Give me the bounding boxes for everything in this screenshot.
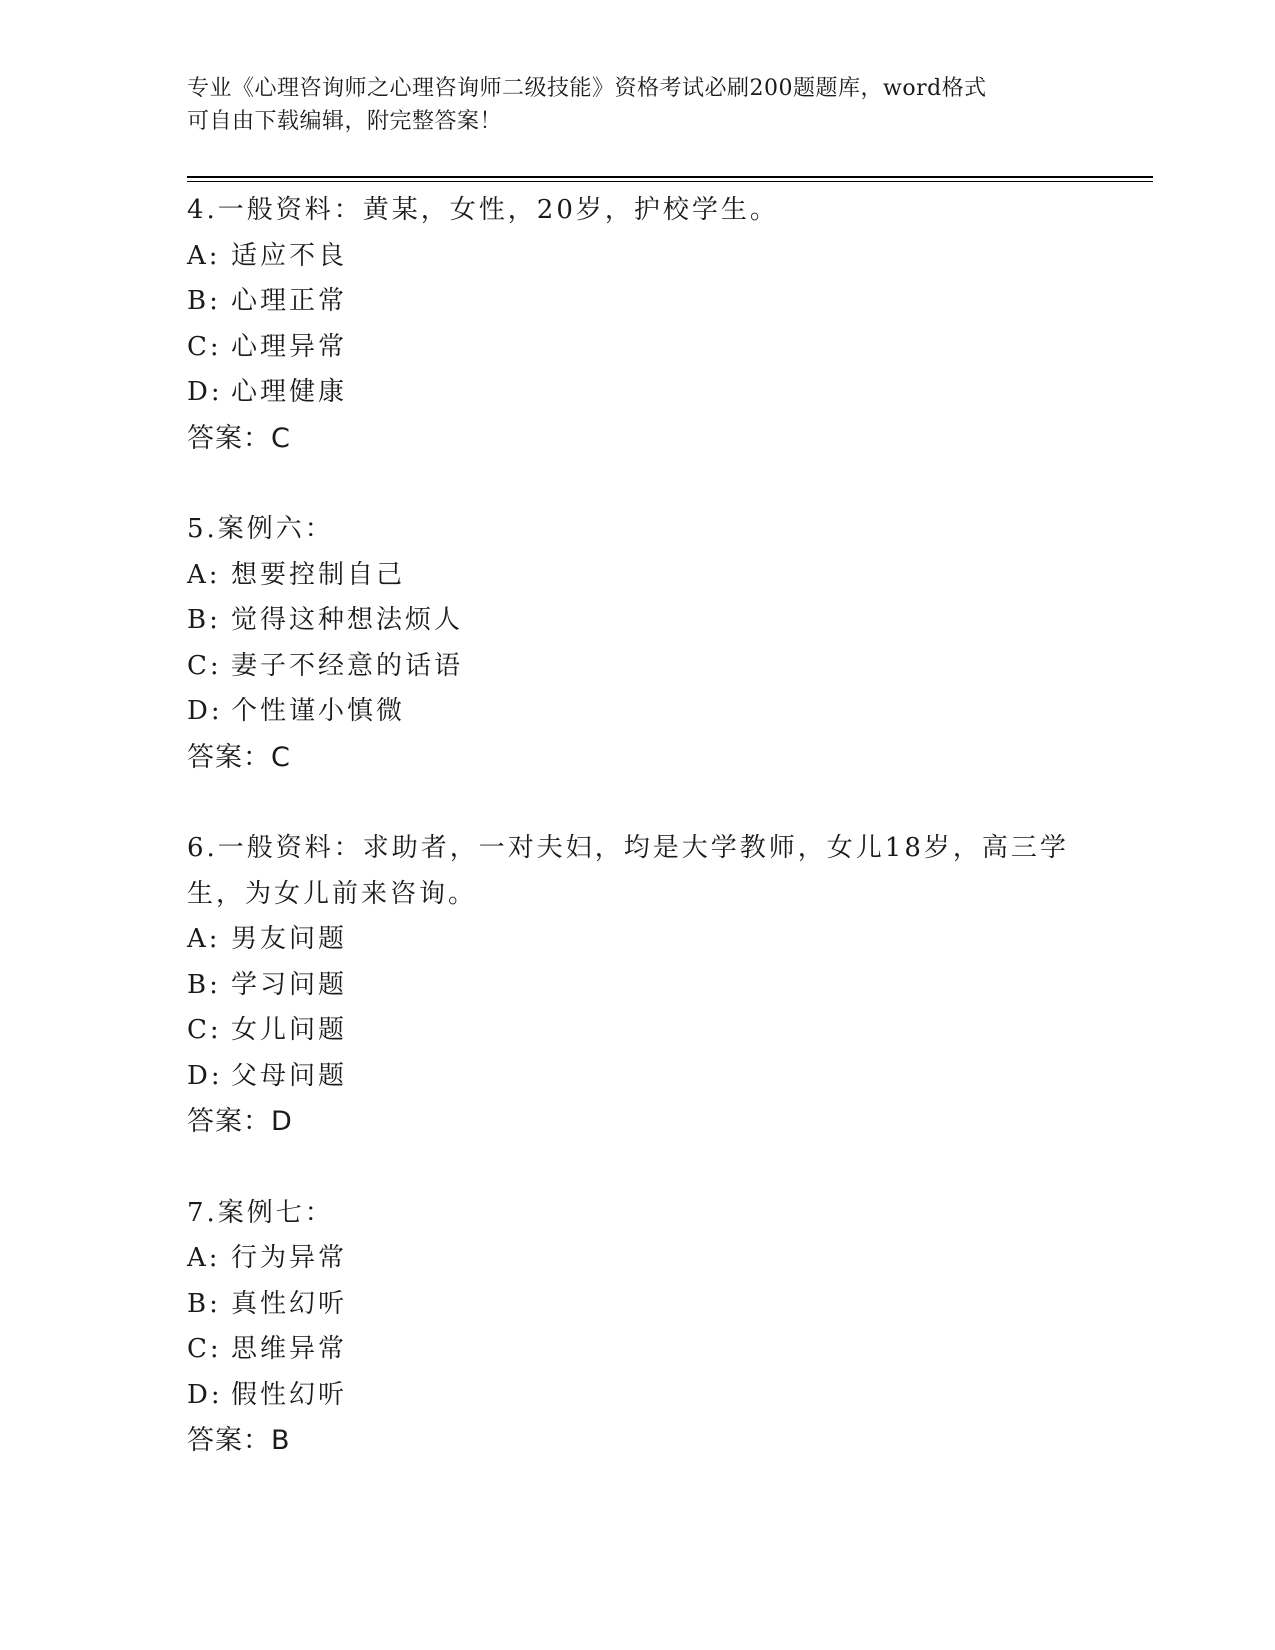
option-text: 心理正常 — [231, 286, 348, 316]
option-text: 心理健康 — [231, 377, 348, 407]
option-text: 想要控制自己 — [231, 559, 406, 590]
option-text: 妻子不经意的话语 — [231, 650, 464, 681]
question-stem: 7.案例七： — [187, 1197, 334, 1228]
question-list — [187, 188, 1087, 1510]
question-stem: 5.案例六： — [187, 514, 334, 544]
option-d — [187, 1373, 1087, 1419]
option-a — [187, 917, 1087, 963]
option-c — [187, 325, 1087, 371]
option-letter: A: — [187, 1243, 221, 1273]
option-text: 思维异常 — [231, 1334, 348, 1364]
option-letter: A: — [187, 924, 221, 954]
option-letter: C: — [187, 1015, 222, 1045]
option-letter: A: — [187, 559, 221, 590]
answer-line: 答案：B — [187, 1425, 291, 1456]
answer-line: 答案：C — [187, 741, 291, 773]
question-item — [187, 1191, 1087, 1464]
document-header — [187, 72, 1067, 138]
question-stem-continuation: 生，为女儿前来咨询。 — [187, 878, 478, 909]
question-item — [187, 507, 1087, 780]
option-text: 个性谨小慎微 — [231, 696, 406, 726]
question-item — [187, 826, 1087, 1145]
option-c — [187, 1008, 1087, 1054]
option-text: 假性幻听 — [231, 1379, 348, 1410]
option-a — [187, 1236, 1087, 1282]
option-letter: B: — [187, 286, 221, 316]
option-text: 适应不良 — [231, 240, 348, 271]
question-stem: 6.一般资料：求助者，一对夫妇，均是大学教师，女儿18岁，高三学 — [187, 833, 1069, 863]
option-text: 行为异常 — [231, 1243, 348, 1273]
option-letter: D: — [187, 696, 223, 726]
option-text: 心理异常 — [231, 331, 348, 362]
option-letter: B: — [187, 969, 221, 1000]
answer-line: 答案：D — [187, 1106, 293, 1137]
option-letter: C: — [187, 1334, 222, 1364]
option-text: 真性幻听 — [231, 1288, 348, 1319]
option-letter: D: — [187, 1060, 223, 1091]
option-b — [187, 279, 1087, 325]
option-letter: C: — [187, 331, 222, 362]
option-d — [187, 689, 1087, 735]
option-c — [187, 1327, 1087, 1373]
option-a — [187, 234, 1087, 280]
option-b — [187, 963, 1087, 1009]
option-letter: B: — [187, 605, 221, 635]
option-text: 男友问题 — [231, 924, 348, 954]
option-a — [187, 553, 1087, 599]
option-letter: B: — [187, 1288, 221, 1319]
option-text: 女儿问题 — [231, 1015, 348, 1045]
question-stem: 4.一般资料：黄某，女性，20岁，护校学生。 — [187, 195, 779, 225]
option-text: 觉得这种想法烦人 — [231, 605, 464, 635]
answer-line: 答案：C — [187, 422, 291, 454]
option-c — [187, 644, 1087, 690]
header-divider-thick — [187, 176, 1153, 178]
option-letter: A: — [187, 240, 221, 271]
header-divider-thin — [187, 181, 1153, 182]
option-b — [187, 1282, 1087, 1328]
option-b — [187, 598, 1087, 644]
option-d — [187, 1054, 1087, 1100]
option-text: 学习问题 — [231, 969, 348, 1000]
option-letter: D: — [187, 1379, 223, 1410]
option-d — [187, 370, 1087, 416]
option-text: 父母问题 — [231, 1060, 348, 1091]
question-item — [187, 188, 1087, 461]
option-letter: D: — [187, 377, 223, 407]
option-letter: C: — [187, 650, 222, 681]
header-intro-line-2: 可自由下载编辑，附完整答案！ — [187, 109, 503, 134]
header-intro-line-1: 专业《心理咨询师之心理咨询师二级技能》资格考试必刷200题题库，word格式 — [187, 76, 987, 101]
